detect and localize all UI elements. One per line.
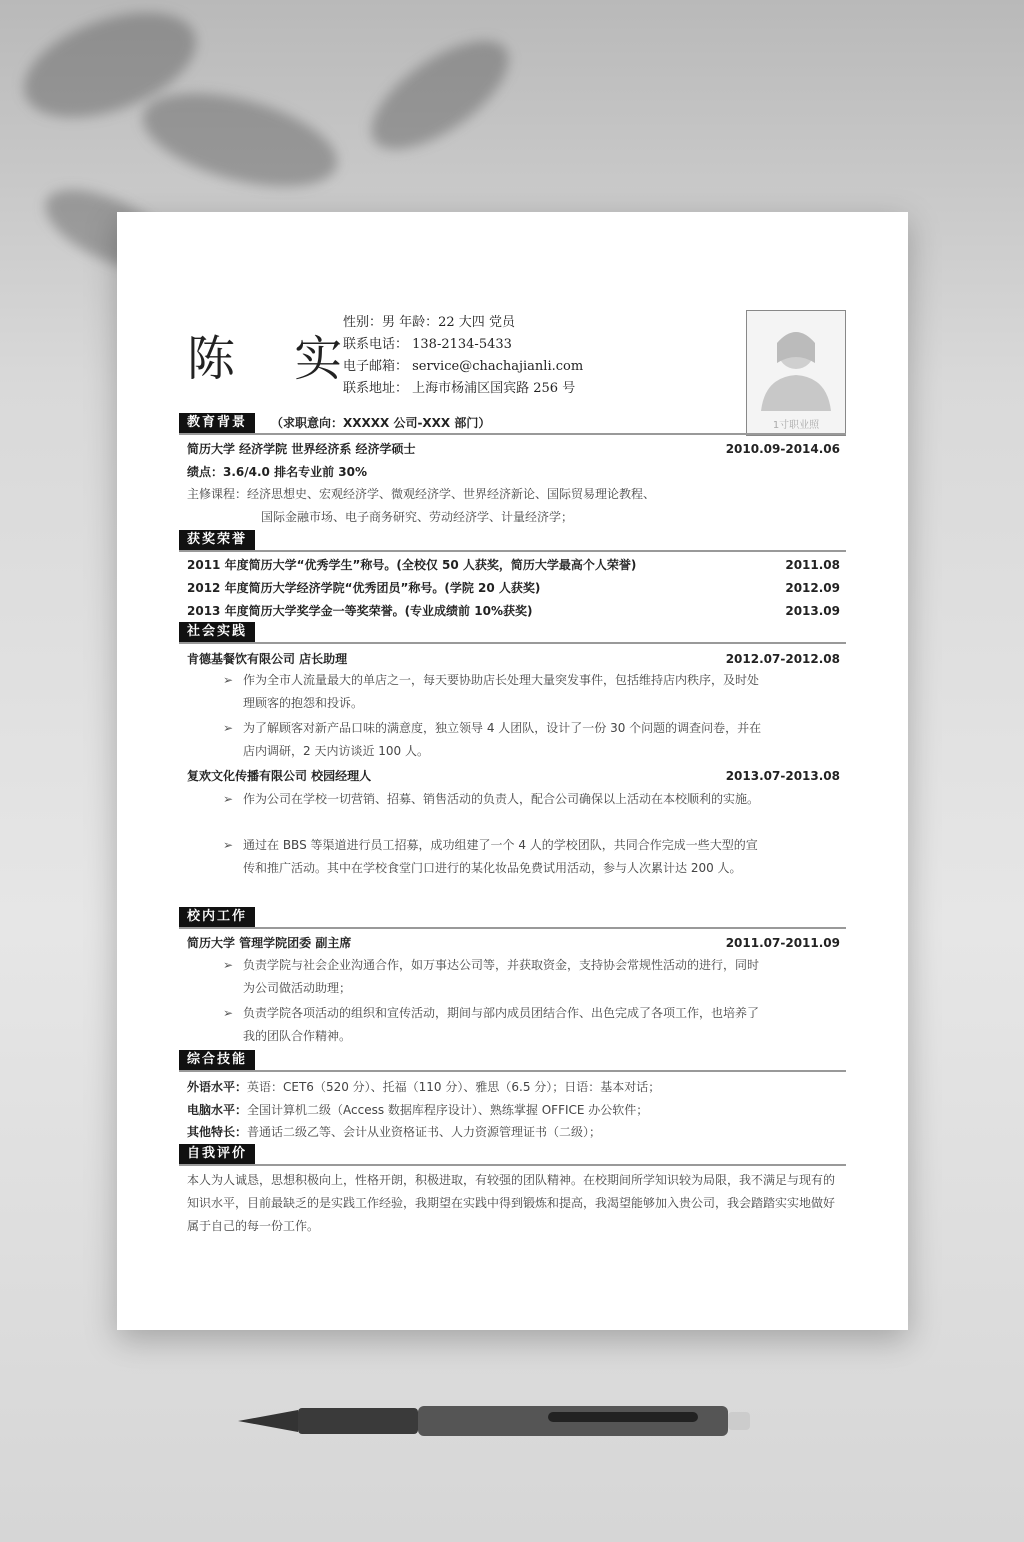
education-courses-cont: 国际金融市场、电子商务研究、劳动经济学、计量经济学； [261,510,574,524]
award-text: 2013 年度简历大学奖学金一等奖荣誉。(专业成绩前 10%获奖) [187,604,533,618]
skill-label: 电脑水平： [187,1103,248,1117]
bullet-item [223,834,763,880]
award-item [187,578,840,598]
education-courses: 主修课程：经济思想史、宏观经济学、微观经济学、世界经济新论、国际贸易理论教程、 [187,487,656,501]
avatar-icon [747,311,845,411]
date: 2011.07-2011.09 [725,936,840,950]
bullet-text: 为了解顾客对新产品口味的满意度，独立领导 4 人团队，设计了一份 30 个问题的调查问卷，并在店内调研，2 天内访谈近 100 人。 [243,721,762,758]
award-text: 2012 年度简历大学经济学院“优秀团员”称号。(学院 20 人获奖) [187,581,541,595]
award-item [187,601,840,621]
arrow-icon: ➢ [223,721,234,735]
info-phone: 联系电话： 138-2134-5433 [343,337,512,352]
bullet-text: 负责学院各项活动的组织和宣传活动，期间与部内成员团结合作、出色完成了各项工作，也培养了我的团队合作精神。 [243,1006,760,1043]
leaf-shadow [354,20,525,169]
info-address: 联系地址： 上海市杨浦区国宾路 256 号 [343,381,576,396]
divider [179,927,846,929]
skill-value: 英语：CET6（520 分）、托福（110 分）、雅思（6.5 分）；日语：基本对话； [247,1080,661,1094]
arrow-icon: ➢ [223,838,234,852]
skill-computer [187,1100,840,1120]
job-title: 复欢文化传播有限公司 校园经理人 [187,769,372,783]
bullet-text: 作为公司在学校一切营销、招募、销售活动的负责人，配合公司确保以上活动在本校顺利的实施。 [243,792,760,806]
arrow-icon: ➢ [223,1006,234,1020]
self-evaluation-text: 本人为人诚恳，思想积极向上，性格开朗，积极进取，有较强的团队精神。在校期间所学知识较为局限，我不满足与现有的知识水平，目前最缺乏的是实践工作经验，我期望在实践中得到锻炼和提高，我渴望能够加入贵公司，我会踏踏实实地做好属于自己的每一份工作。 [187,1173,836,1233]
pen-icon [238,1398,758,1444]
photo-label: 1寸职业照 [772,420,820,431]
date: 2012.07-2012.08 [725,652,840,666]
divider [179,642,846,644]
skill-label: 外语水平： [187,1080,248,1094]
bullet-text: 通过在 BBS 等渠道进行员工招募，成功组建了一个 4 人的学校团队，共同合作完成一些大型的宣传和推广活动。其中在学校食堂门口进行的某化妆品免费试用活动，参与人次累计达 200 人。 [243,838,758,875]
person-name: 陈 实 [187,331,365,387]
job-header [187,649,840,669]
section-title: 自我评价 [179,1144,255,1164]
date: 2010.09-2014.06 [725,442,840,456]
info-basic: 性别：男 年龄：22 大四 党员 [343,315,515,330]
date: 2012.09 [785,581,840,595]
bullet-text: 负责学院与社会企业沟通合作，如万事达公司等，并获取资金，支持协会常规性活动的进行，同时为公司做活动助理； [243,958,760,995]
section-awards [179,530,846,550]
resume-paper [117,212,908,1330]
section-campus [179,907,846,927]
bullet-item [223,669,763,715]
date: 2013.07-2013.08 [725,769,840,783]
section-practice [179,622,846,642]
job-header [187,933,840,953]
section-education [179,413,846,433]
leaf-shadow [133,75,347,204]
section-title: 教育背景 [179,413,255,433]
bullet-item [223,717,763,763]
school-text: 简历大学 经济学院 世界经济系 经济学硕士 [187,442,416,456]
job-header [187,766,840,786]
arrow-icon: ➢ [223,958,234,972]
section-title: 社会实践 [179,622,255,642]
education-school [187,439,840,459]
date: 2011.08 [785,558,840,572]
section-title: 综合技能 [179,1050,255,1070]
job-objective: （求职意向：XXXXX 公司-XXX 部门） [271,416,491,430]
section-title: 获奖荣誉 [179,530,255,550]
arrow-icon: ➢ [223,673,234,687]
info-email: 电子邮箱： service@chachajianli.com [343,359,584,374]
skill-label: 其他特长： [187,1125,248,1139]
award-text: 2011 年度简历大学“优秀学生”称号。(全校仅 50 人获奖，简历大学最高个人荣誉) [187,558,637,572]
section-skills [179,1050,846,1070]
personal-info [343,312,583,400]
date: 2013.09 [785,604,840,618]
bullet-text: 作为全市人流量最大的单店之一，每天要协助店长处理大量突发事件，包括维持店内秩序，及时处理顾客的抱怨和投诉。 [243,673,760,710]
skill-value: 全国计算机二级（Access 数据库程序设计）、熟练掌握 OFFICE 办公软件； [247,1103,649,1117]
divider [179,550,846,552]
arrow-icon: ➢ [223,792,234,806]
job-title: 简历大学 管理学院团委 副主席 [187,936,352,950]
bullet-item [223,788,763,811]
skill-other [187,1122,840,1142]
bullet-item [223,954,763,1000]
job-title: 肯德基餐饮有限公司 店长助理 [187,652,348,666]
section-self-evaluation [179,1144,846,1164]
divider [179,433,846,435]
divider [179,1070,846,1072]
section-title: 校内工作 [179,907,255,927]
bullet-item [223,1002,763,1048]
divider [179,1164,846,1166]
award-item [187,555,840,575]
skill-language [187,1077,840,1097]
skill-value: 普通话二级乙等、会计从业资格证书、人力资源管理证书（二级）； [247,1125,602,1139]
education-gpa: 绩点：3.6/4.0 排名专业前 30% [187,465,367,479]
